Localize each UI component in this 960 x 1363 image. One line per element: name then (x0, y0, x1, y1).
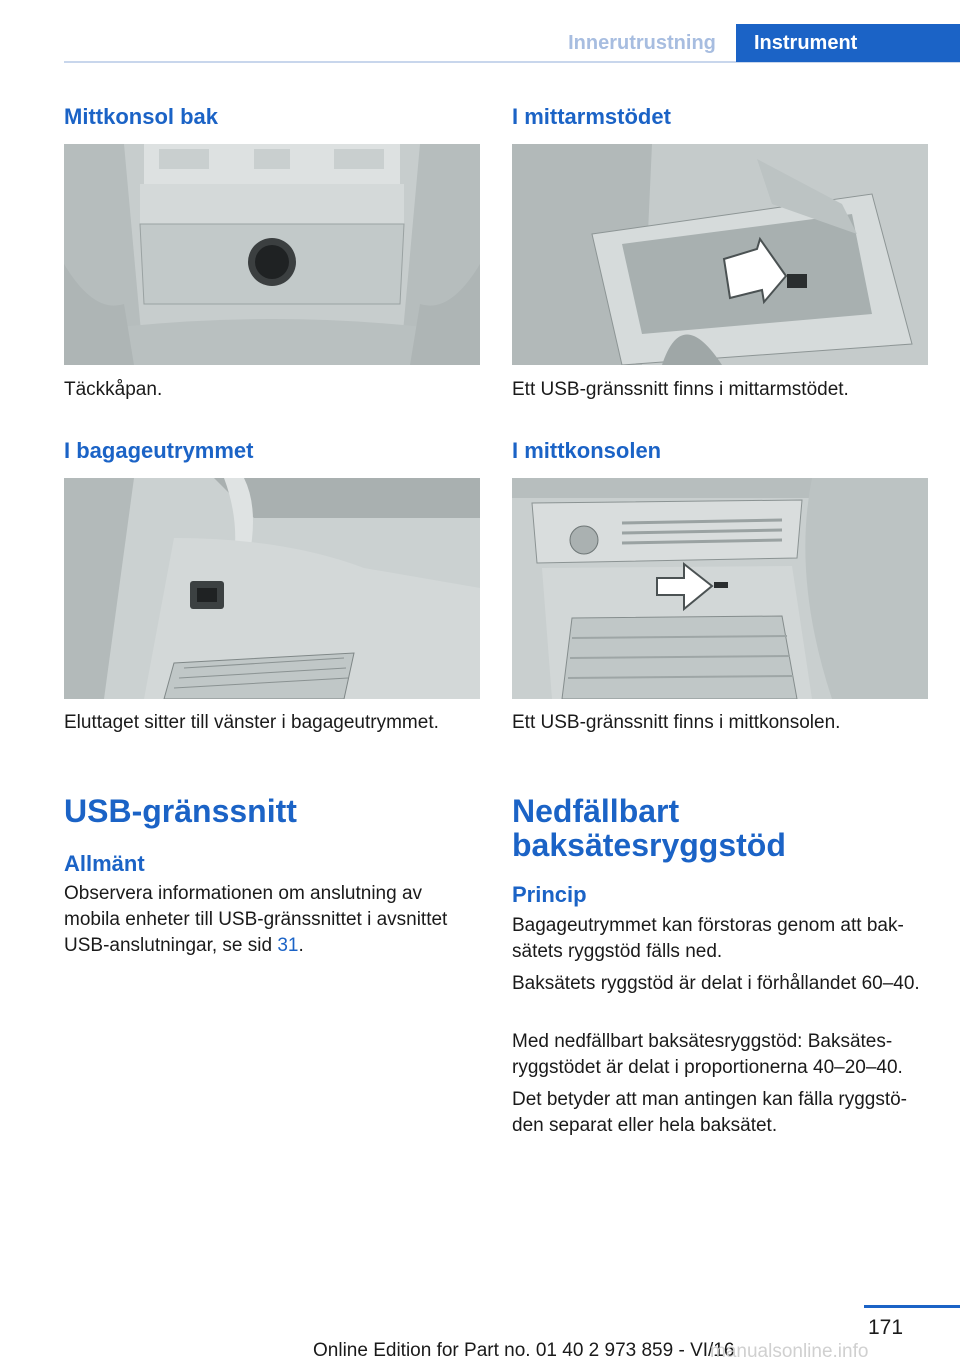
heading-i-bagageutrymmet: I bagageutrymmet (64, 438, 254, 463)
paragraph-usb-info (64, 881, 480, 959)
caption-usb-armrest: Ett USB-gränssnitt finns i mittarmstödet. (512, 379, 849, 400)
caption-usb-console: Ett USB-gränssnitt finns i mittkonsolen. (512, 712, 841, 733)
caption-tackkapan: Täckkåpan. (64, 379, 163, 400)
figure-trunk-socket (64, 478, 480, 699)
figure-center-console-usb (512, 478, 928, 699)
usb-info-end: . (298, 935, 304, 956)
heading-i-mittarmstodet: I mittarmstödet (512, 104, 671, 129)
page-number-rule (864, 1305, 960, 1308)
paragraph-princip-4: Det betyder att man antingen kan fälla ryggstö‐ den separat eller hela baksätet. (512, 1089, 908, 1136)
paragraph-princip-3: Med nedfällbart baksätesryggstöd: Baksätes‐ ryggstödet är delat i proportionerna 40–20–40. (512, 1031, 903, 1078)
paragraph-princip-1: Bagageutrymmet kan förstoras genom att bak‐ sätets ryggstöd fälls ned. (512, 915, 904, 962)
subheading-allmant: Allmänt (64, 851, 145, 876)
usb-info-text: Observera informationen om anslutning av mobila enheter till USB-gränssnittet i avsnittet USB-anslutningar, se sid (64, 883, 448, 956)
section-title-usb: USB-gränssnitt (64, 793, 297, 829)
tab-instrument[interactable]: Instrument (736, 24, 960, 62)
footer-edition: Online Edition for Part no. 01 40 2 973 859 - VI/16 (313, 1340, 735, 1361)
subheading-princip: Princip (512, 882, 587, 907)
figure-rear-center-console (64, 144, 480, 365)
watermark: manualsonline.info (710, 1341, 869, 1362)
tab-innerutrustning[interactable]: Innerutrustning (568, 32, 716, 54)
heading-i-mittkonsolen: I mittkonsolen (512, 438, 662, 463)
figure-armrest-usb (512, 144, 928, 365)
paragraph-princip-2: Baksätets ryggstöd är delat i förhållandet 60–40. (512, 973, 920, 994)
heading-mittkonsol-bak: Mittkonsol bak (64, 104, 219, 129)
page-link-31[interactable]: 31 (277, 935, 299, 956)
page-number: 171 (868, 1316, 904, 1339)
section-title-backrest: Nedfällbart baksätesryggstöd (512, 793, 786, 863)
caption-eluttaget: Eluttaget sitter till vänster i bagageutrymmet. (64, 712, 439, 733)
